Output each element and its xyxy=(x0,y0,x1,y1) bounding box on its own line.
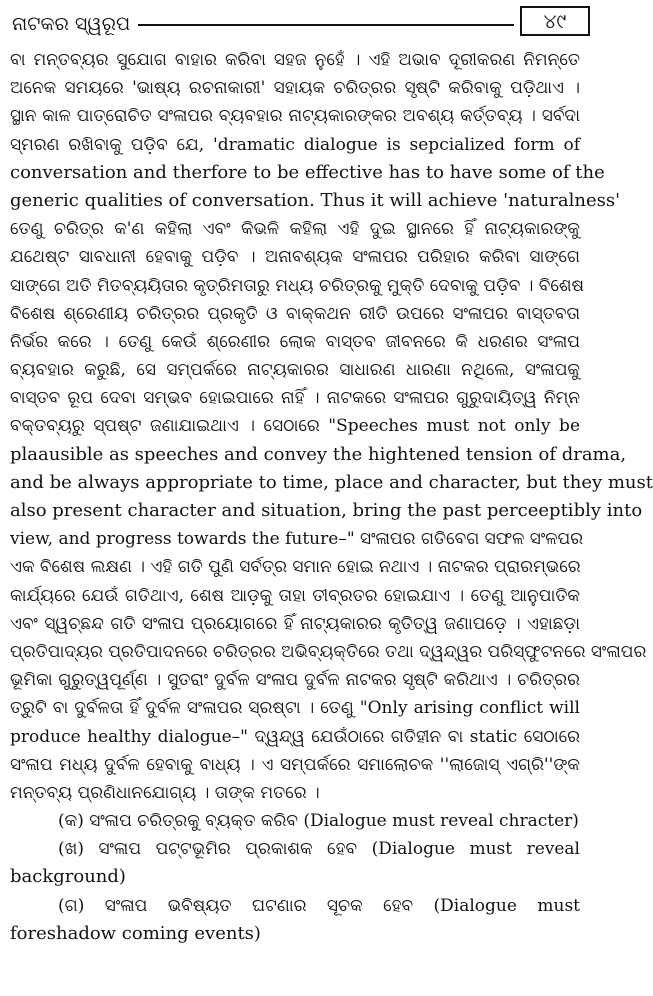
text-line: ଅନେକ ସମୟରେ 'ଭାଷ୍ୟ ରଚନାକାରୀ' ସହାୟକ ଚରିତ୍ରର ସୃଷ୍ଟି କରିବାକୁ ପଡ଼ିଥାଏ । xyxy=(10,78,580,99)
text-line: ବ୍ୟବହାର କରୁଛି, ସେ ସମ୍ପର୍କରେ ନାଟ୍ୟକାରର ସାଧାରଣ ଧାରଣା ନଥିଲେ, ସଂଳାପକୁ xyxy=(10,360,580,381)
text-line: ବା ମନ୍ତବ୍ୟର ସୁଯୋଗ ବାହାର କରିବା ସହଜ ନୁହେଁ । ଏହି ଅଭାବ ଦୂରୀକରଣ ନିମନ୍ତେ xyxy=(10,50,580,70)
text-line: ସଂଳାପ ମଧ୍ୟ ଦୁର୍ବଳ ହେବାକୁ ବାଧ୍ୟ । ଏ ସମ୍ପର୍କରେ ସମାଲୋଚକ ''ଲାଜୋସ୍ ଏଗ୍ରି''ଙ୍କ xyxy=(10,754,580,775)
list-item: (କ) ସଂଳାପ ଚରିତ୍ରକୁ ବ୍ୟକ୍ତ କରିବ (Dialogue must reveal chracter) xyxy=(58,811,579,832)
text-line: ବାସ୍ତବ ରୂପ ଦେବା ସମ୍ଭବ ହୋଇପାରେ ନାହିଁ । ନାଟକରେ ସଂଳାପର ଗୁରୁଦାୟିତ୍ୱ ନିମ୍ନ xyxy=(10,388,580,409)
text-line: and be always appropriate to time, place and character, but they must xyxy=(10,471,653,493)
list-item-continuation: background) xyxy=(10,866,126,888)
body-text xyxy=(10,46,653,948)
list-item: (ଗ) ସଂଳାପ ଭବିଷ୍ୟତ ଘଟଣାର ସୂଚକ ହେବ (Dialogue must xyxy=(58,895,580,916)
text-line: ବକ୍ତବ୍ୟରୁ ସ୍ପଷ୍ଟ ଜଣାଯାଇଥାଏ । ସେଠାରେ "Speeches must not only be xyxy=(10,416,580,437)
text-line: ପ୍ରତିପାଦ୍ୟର ପ୍ରତିପାଦନରେ ଚରିତ୍ରର ଅଭିବ୍ୟକ୍ତିରେ ତଥା ଦ୍ୱନ୍ଦ୍ୱର ପରିସ୍ଫୁଟନରେ ସଂଳାପର xyxy=(10,641,647,662)
header-rule xyxy=(138,24,514,26)
text-line: ଭୂମିକା ଗୁରୁତ୍ୱପୂର୍ଣ୍ଣ । ସୁତରାଂ ଦୁର୍ବଳ ସଂଳାପ ଦୁର୍ବଳ ନାଟକର ସୃଷ୍ଟି କରିଥାଏ । ଚରିତ୍ରର xyxy=(10,670,580,691)
text-line: ଯଥେଷ୍ଟ ସାବଧାନୀ ହେବାକୁ ପଡ଼ିବ । ଅନାବଶ୍ୟକ ସଂଳାପର ପରିହାର କରିବା ସାଙ୍ଗେ xyxy=(10,247,580,268)
text-line: ବିଶେଷ ଶ୍ରେଣୀୟ ଚରିତ୍ରର ପ୍ରକୃତି ଓ ବାକ୍‌କଥନ ରୀତି ଉପରେ ସଂଳାପର ବାସ୍ତବତା xyxy=(10,303,580,324)
text-line: ଏବଂ ସ୍ୱଚ୍ଛନ୍ଦ ଗତି ସଂଳାପ ପ୍ରୟୋଗରେ ହିଁ ନାଟ୍ୟକାରର କୃତିତ୍ୱ ଜଣାପଡ଼େ । ଏହାଛଡ଼ା xyxy=(10,613,580,634)
text-line: ସାଙ୍ଗେ ଅତି ମିତବ୍ୟୟିତାର କୃତ୍ରିମତାରୁ ମଧ୍ୟ ଚରିତ୍ରକୁ ମୁକ୍ତି ଦେବାକୁ ପଡ଼ିବ । ବିଶେଷ xyxy=(10,275,585,296)
text-line: ମନ୍ତବ୍ୟ ପ୍ରଣିଧାନଯୋଗ୍ୟ । ତାଙ୍କ ମତରେ । xyxy=(10,782,320,803)
text-line: conversation and therfore to be effective has to have some of the xyxy=(10,161,605,183)
page-header xyxy=(8,6,590,42)
text-line: plaausible as speeches and convey the hightened tension of drama, xyxy=(10,443,627,465)
list-item-continuation: foreshadow coming events) xyxy=(10,922,261,944)
text-line: generic qualities of conversation. Thus it will achieve 'naturalness' xyxy=(10,189,621,211)
text-line: ତ୍ରୁଟି ବା ଦୁର୍ବଳତା ହିଁ ଦୁର୍ବଳ ସଂଳାପର ସ୍ରଷ୍ଟା । ତେଣୁ "Only arising conflict will xyxy=(10,698,580,719)
text-line: also present character and situation, bring the past perceeptibly into xyxy=(10,500,643,521)
page-number: ୪୯ xyxy=(520,6,590,36)
text-line: ସ୍ମରଣ ରଖିବାକୁ ପଡ଼ିବ ଯେ, 'dramatic dialogue is sepcialized form of xyxy=(10,134,580,155)
text-line: ସ୍ଥାନ କାଳ ପାତ୍ରୋଚିତ ସଂଳାପର ବ୍ୟବହାର ନାଟ୍ୟକାରଙ୍କର ଅବଶ୍ୟ କର୍ତ୍ତବ୍ୟ । ସର୍ବଦା xyxy=(10,106,580,127)
running-title: ନାଟକର ସ୍ୱରୂପ xyxy=(12,12,134,36)
text-line: ଏକ ବିଶେଷ ଲକ୍ଷଣ । ଏହି ଗତି ପୁଣି ସର୍ବତ୍ର ସମାନ ହୋଇ ନଥାଏ । ନାଟକର ପ୍ରାରମ୍ଭରେ xyxy=(10,557,581,578)
text-line: ନିର୍ଭର କରେ । ତେଣୁ କେଉଁ ଶ୍ରେଣୀର ଲୋକ ବାସ୍ତବ ଜୀବନରେ କି ଧରଣର ସଂଳାପ xyxy=(10,331,580,352)
text-line: ତେଣୁ ଚରିତ୍ର କ'ଣ କହିଲା ଏବଂ କିଭଳି କହିଲା ଏହି ଦୁଇ ସ୍ଥାନରେ ହିଁ ନାଟ୍ୟକାରଙ୍କୁ xyxy=(10,219,580,240)
list-item: (ଖ) ସଂଳାପ ପଟ୍ଟଭୂମିର ପ୍ରକାଶକ ହେବ (Dialogue must reveal xyxy=(58,839,580,860)
text-line: view, and progress towards the future–" ସଂଳାପର ଗତିବେଗ ସଫଳ ସଂଳପର xyxy=(10,529,584,550)
text-line: କାର୍ଯ୍ୟରେ ଯେଉଁ ଗତିଥାଏ, ଶେଷ ଆଡ଼କୁ ତାହା ତୀବ୍ରତର ହୋଇଯାଏ । ତେଣୁ ଆନୁପାତିକ xyxy=(10,585,580,606)
text-line: produce healthy dialogue–" ଦ୍ୱନ୍ଦ୍ୱ ଯେଉଁଠାରେ ଗତିହୀନ ବା static ସେଠାରେ xyxy=(10,726,580,747)
